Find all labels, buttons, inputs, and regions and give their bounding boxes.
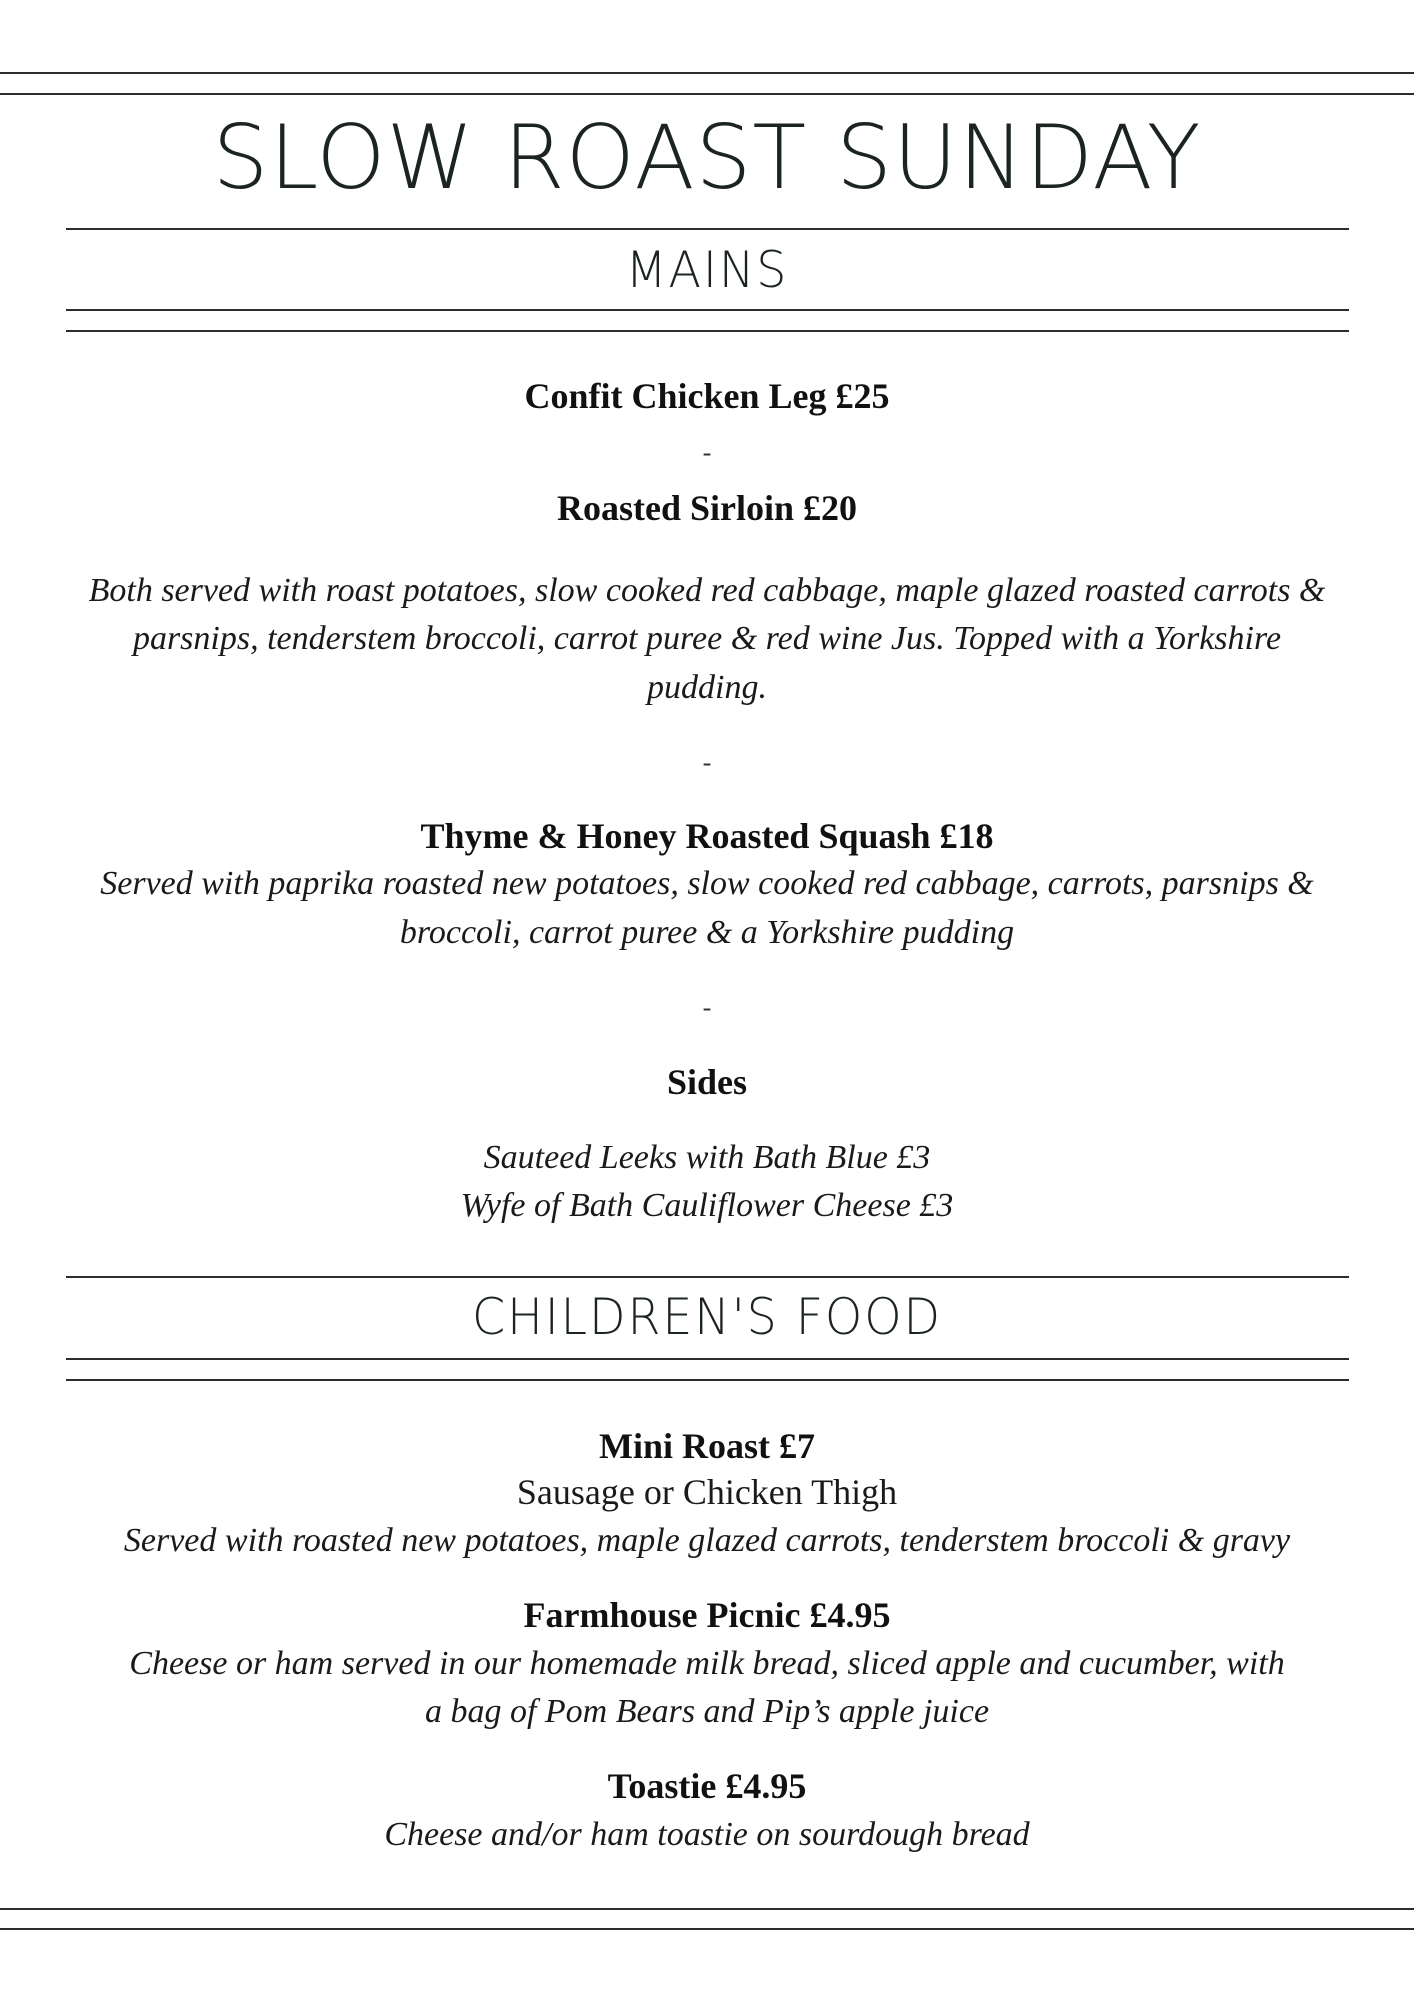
children-heading: CHILDREN'S FOOD xyxy=(472,1288,942,1346)
mains-heading: MAINS xyxy=(625,241,789,299)
mains-rule-top xyxy=(66,228,1349,230)
dish-description-line: parsnips, tenderstem broccoli, carrot puree & red wine Jus. Topped with a Yorkshire xyxy=(132,620,1282,657)
children-rule-top xyxy=(66,1276,1349,1278)
menu-title: SLOW ROAST SUNDAY xyxy=(212,106,1202,209)
top-border-line-1 xyxy=(0,72,1414,74)
bottom-border-line-1 xyxy=(0,1908,1414,1910)
dish-farmhouse-picnic: Farmhouse Picnic £4.95 xyxy=(523,1595,891,1635)
separator: - xyxy=(702,993,712,1022)
dish-description-line: Cheese and/or ham toastie on sourdough bread xyxy=(384,1816,1030,1853)
dish-description-line: Served with paprika roasted new potatoes, slow cooked red cabbage, carrots, parsnips & xyxy=(100,865,1314,902)
bottom-border-line-2 xyxy=(0,1928,1414,1930)
dish-description-line: pudding. xyxy=(647,669,767,706)
separator: - xyxy=(702,748,712,777)
side-item: Wyfe of Bath Cauliflower Cheese £3 xyxy=(460,1187,954,1224)
mains-rule-bottom-2 xyxy=(66,330,1349,332)
dish-description-line: a bag of Pom Bears and Pip’s apple juice xyxy=(424,1693,990,1730)
top-border-line-2 xyxy=(0,93,1414,95)
dish-description-line: Served with roasted new potatoes, maple glazed carrots, tenderstem broccoli & gravy xyxy=(123,1522,1291,1559)
dish-description-line: Cheese or ham served in our homemade milk bread, sliced apple and cucumber, with xyxy=(129,1645,1285,1682)
separator: - xyxy=(702,438,712,467)
mains-rule-bottom-1 xyxy=(66,309,1349,311)
children-rule-bottom-1 xyxy=(66,1358,1349,1360)
children-rule-bottom-2 xyxy=(66,1379,1349,1381)
dish-roasted-squash: Thyme & Honey Roasted Squash £18 xyxy=(420,816,994,856)
dish-subtitle: Sausage or Chicken Thigh xyxy=(516,1472,898,1512)
dish-toastie: Toastie £4.95 xyxy=(607,1766,807,1806)
dish-mini-roast: Mini Roast £7 xyxy=(599,1426,815,1466)
dish-description-line: broccoli, carrot puree & a Yorkshire pudding xyxy=(399,914,1015,951)
side-item: Sauteed Leeks with Bath Blue £3 xyxy=(483,1139,931,1176)
sides-heading: Sides xyxy=(666,1062,748,1102)
dish-description-line: Both served with roast potatoes, slow cooked red cabbage, maple glazed roasted carrots & xyxy=(88,572,1326,609)
dish-confit-chicken-leg: Confit Chicken Leg £25 xyxy=(524,376,890,416)
dish-roasted-sirloin: Roasted Sirloin £20 xyxy=(556,488,858,528)
